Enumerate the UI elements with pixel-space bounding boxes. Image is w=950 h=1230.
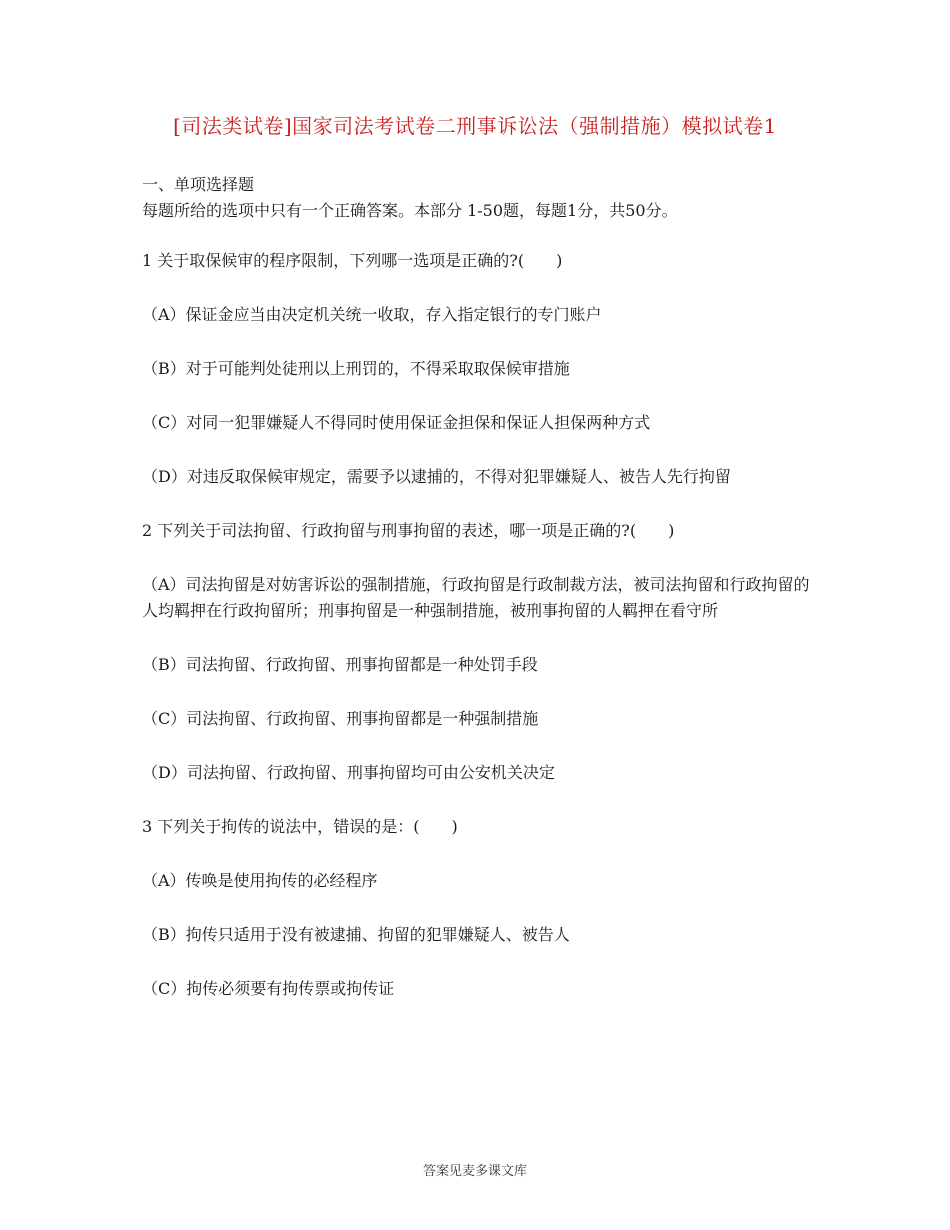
question-2	[142, 518, 812, 786]
option-b: （B）对于可能判处徒刑以上刑罚的，不得采取取保候审措施	[142, 359, 570, 378]
option-c: （C）司法拘留、行政拘留、刑事拘留都是一种强制措施	[142, 709, 539, 728]
question-stem: 2 下列关于司法拘留、行政拘留与刑事拘留的表述，哪一项是正确的?( )	[142, 521, 675, 540]
section-description: 每题所给的选项中只有一个正确答案。本部分 1-50题，每题1分，共50分。	[142, 201, 678, 220]
option-b: （B）拘传只适用于没有被逮捕、拘留的犯罪嫌疑人、被告人	[142, 925, 570, 944]
question-3	[142, 814, 812, 1002]
option-c: （C）拘传必须要有拘传票或拘传证	[142, 979, 395, 998]
page-title: [司法类试卷]国家司法考试卷二刑事诉讼法（强制措施）模拟试卷1	[173, 114, 777, 138]
option-d: （D）司法拘留、行政拘留、刑事拘留均可由公安机关决定	[142, 763, 555, 782]
section-heading: 一、单项选择题	[142, 175, 255, 194]
option-a: （A）保证金应当由决定机关统一收取，存入指定银行的专门账户	[142, 305, 602, 324]
question-stem: 1 关于取保候审的程序限制，下列哪一选项是正确的?( )	[142, 251, 563, 270]
page-footer: 答案见麦多课文库	[422, 1164, 527, 1179]
document-body	[142, 172, 812, 1030]
option-d: （D）对违反取保候审规定，需要予以逮捕的，不得对犯罪嫌疑人、被告人先行拘留	[142, 467, 731, 486]
question-stem: 3 下列关于拘传的说法中，错误的是：( )	[142, 817, 458, 836]
option-c: （C）对同一犯罪嫌疑人不得同时使用保证金担保和保证人担保两种方式	[142, 413, 651, 432]
question-1	[142, 248, 812, 490]
option-b: （B）司法拘留、行政拘留、刑事拘留都是一种处罚手段	[142, 655, 538, 674]
option-a: （A）传唤是使用拘传的必经程序	[142, 871, 378, 890]
option-a: （A）司法拘留是对妨害诉讼的强制措施，行政拘留是行政制裁方法，被司法拘留和行政拘留的人均羁押在行政拘留所；刑事拘留是一种强制措施，被刑事拘留的人羁押在看守所	[142, 575, 810, 620]
